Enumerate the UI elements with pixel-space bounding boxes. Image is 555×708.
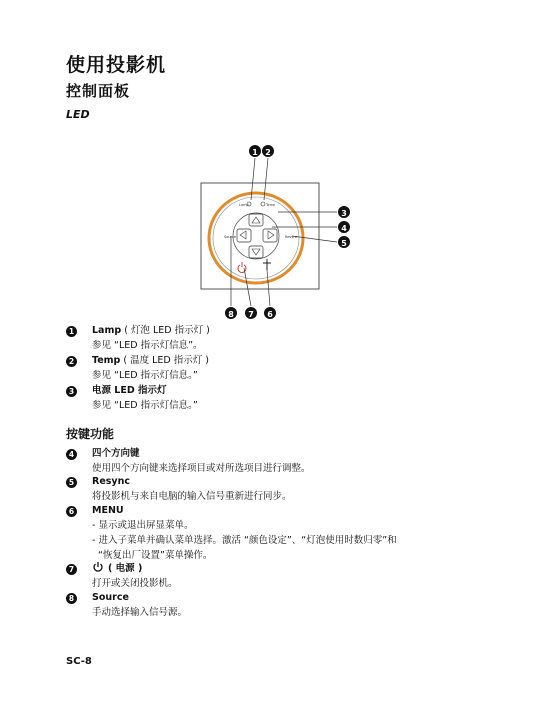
item-description: - 显示或退出屏显菜单。	[92, 520, 194, 531]
up-key	[249, 214, 263, 226]
item-title: 四个方向键	[92, 448, 140, 459]
down-key	[249, 246, 263, 258]
temp-led	[261, 202, 265, 206]
panel-outline	[201, 183, 319, 289]
section-title: 控制面板	[66, 82, 131, 100]
item-number-badge: 5	[66, 477, 77, 488]
subsection-title: LED	[66, 108, 90, 121]
lamp-led-label: Lamp	[239, 203, 249, 207]
item-description: 参见 “LED 指示灯信息。”	[92, 400, 198, 411]
svg-text:3: 3	[341, 209, 347, 218]
callout-marker-6	[264, 307, 276, 319]
item-description: “恢复出厂设置”菜单操作。	[92, 550, 213, 561]
right-key	[263, 229, 277, 242]
power-icon	[92, 561, 104, 573]
callout-marker-1	[249, 145, 261, 157]
svg-text:1: 1	[252, 148, 258, 157]
item-number-badge: 4	[66, 449, 77, 460]
item-title: Source	[92, 592, 129, 603]
callout-marker-4	[338, 221, 350, 233]
item-description: 使用四个方向键来选择项目或对所选项目进行调整。	[92, 463, 311, 474]
item-title: Resync	[92, 476, 130, 487]
callout-marker-7	[245, 307, 257, 319]
svg-text:7: 7	[248, 310, 254, 319]
keys-heading: 按键功能	[66, 427, 115, 441]
callout-marker-2	[262, 145, 274, 157]
callout-marker-8	[225, 307, 237, 319]
item-number-badge: 7	[66, 564, 77, 575]
resync-key-label: Resync	[285, 235, 298, 239]
item-title: Temp	[92, 355, 121, 366]
callout-line-6	[267, 270, 270, 306]
source-key-label: Source	[224, 235, 237, 239]
control-panel-diagram	[0, 0, 555, 330]
temp-led-label: Temp	[266, 203, 276, 207]
callout-marker-3	[338, 206, 350, 218]
item-title: ( 电源 )	[108, 563, 143, 574]
svg-text:6: 6	[267, 310, 273, 319]
item-description: 将投影机与来自电脑的输入信号重新进行同步。	[92, 491, 292, 502]
svg-text:5: 5	[341, 239, 347, 248]
callout-marker-5	[338, 236, 350, 248]
left-key	[237, 229, 251, 242]
svg-text:4: 4	[341, 224, 347, 233]
item-description: 参见 “LED 指示灯信息。”	[92, 370, 198, 381]
item-number-badge: 1	[66, 326, 77, 337]
item-description: 手动选择输入信号源。	[92, 607, 188, 618]
item-number-badge: 3	[66, 386, 77, 397]
item-number-badge: 2	[66, 356, 77, 367]
item-description: - 进入子菜单并确认菜单选择。激活 “颜色设定”、“灯泡使用时数归零”和	[92, 535, 397, 546]
item-number-badge: 6	[66, 506, 77, 517]
page-number: SC-8	[66, 656, 92, 667]
item-title: Lamp	[92, 325, 122, 336]
menu-key-icon	[263, 259, 271, 270]
item-title-suffix: ( 灯泡 LED 指示灯 )	[121, 325, 210, 336]
item-number-badge: 8	[66, 593, 77, 604]
item-title: MENU	[92, 505, 124, 516]
item-description: 参见 “LED 指示灯信息”。	[92, 340, 203, 351]
item-description: 打开或关闭投影机。	[92, 578, 178, 589]
item-title-suffix: ( 温度 LED 指示灯 )	[120, 355, 209, 366]
callout-line-7	[244, 268, 251, 306]
chapter-title: 使用投影机	[66, 54, 167, 76]
svg-text:8: 8	[228, 310, 234, 319]
svg-text:2: 2	[265, 148, 271, 157]
item-title: 电源 LED 指示灯	[92, 385, 167, 396]
